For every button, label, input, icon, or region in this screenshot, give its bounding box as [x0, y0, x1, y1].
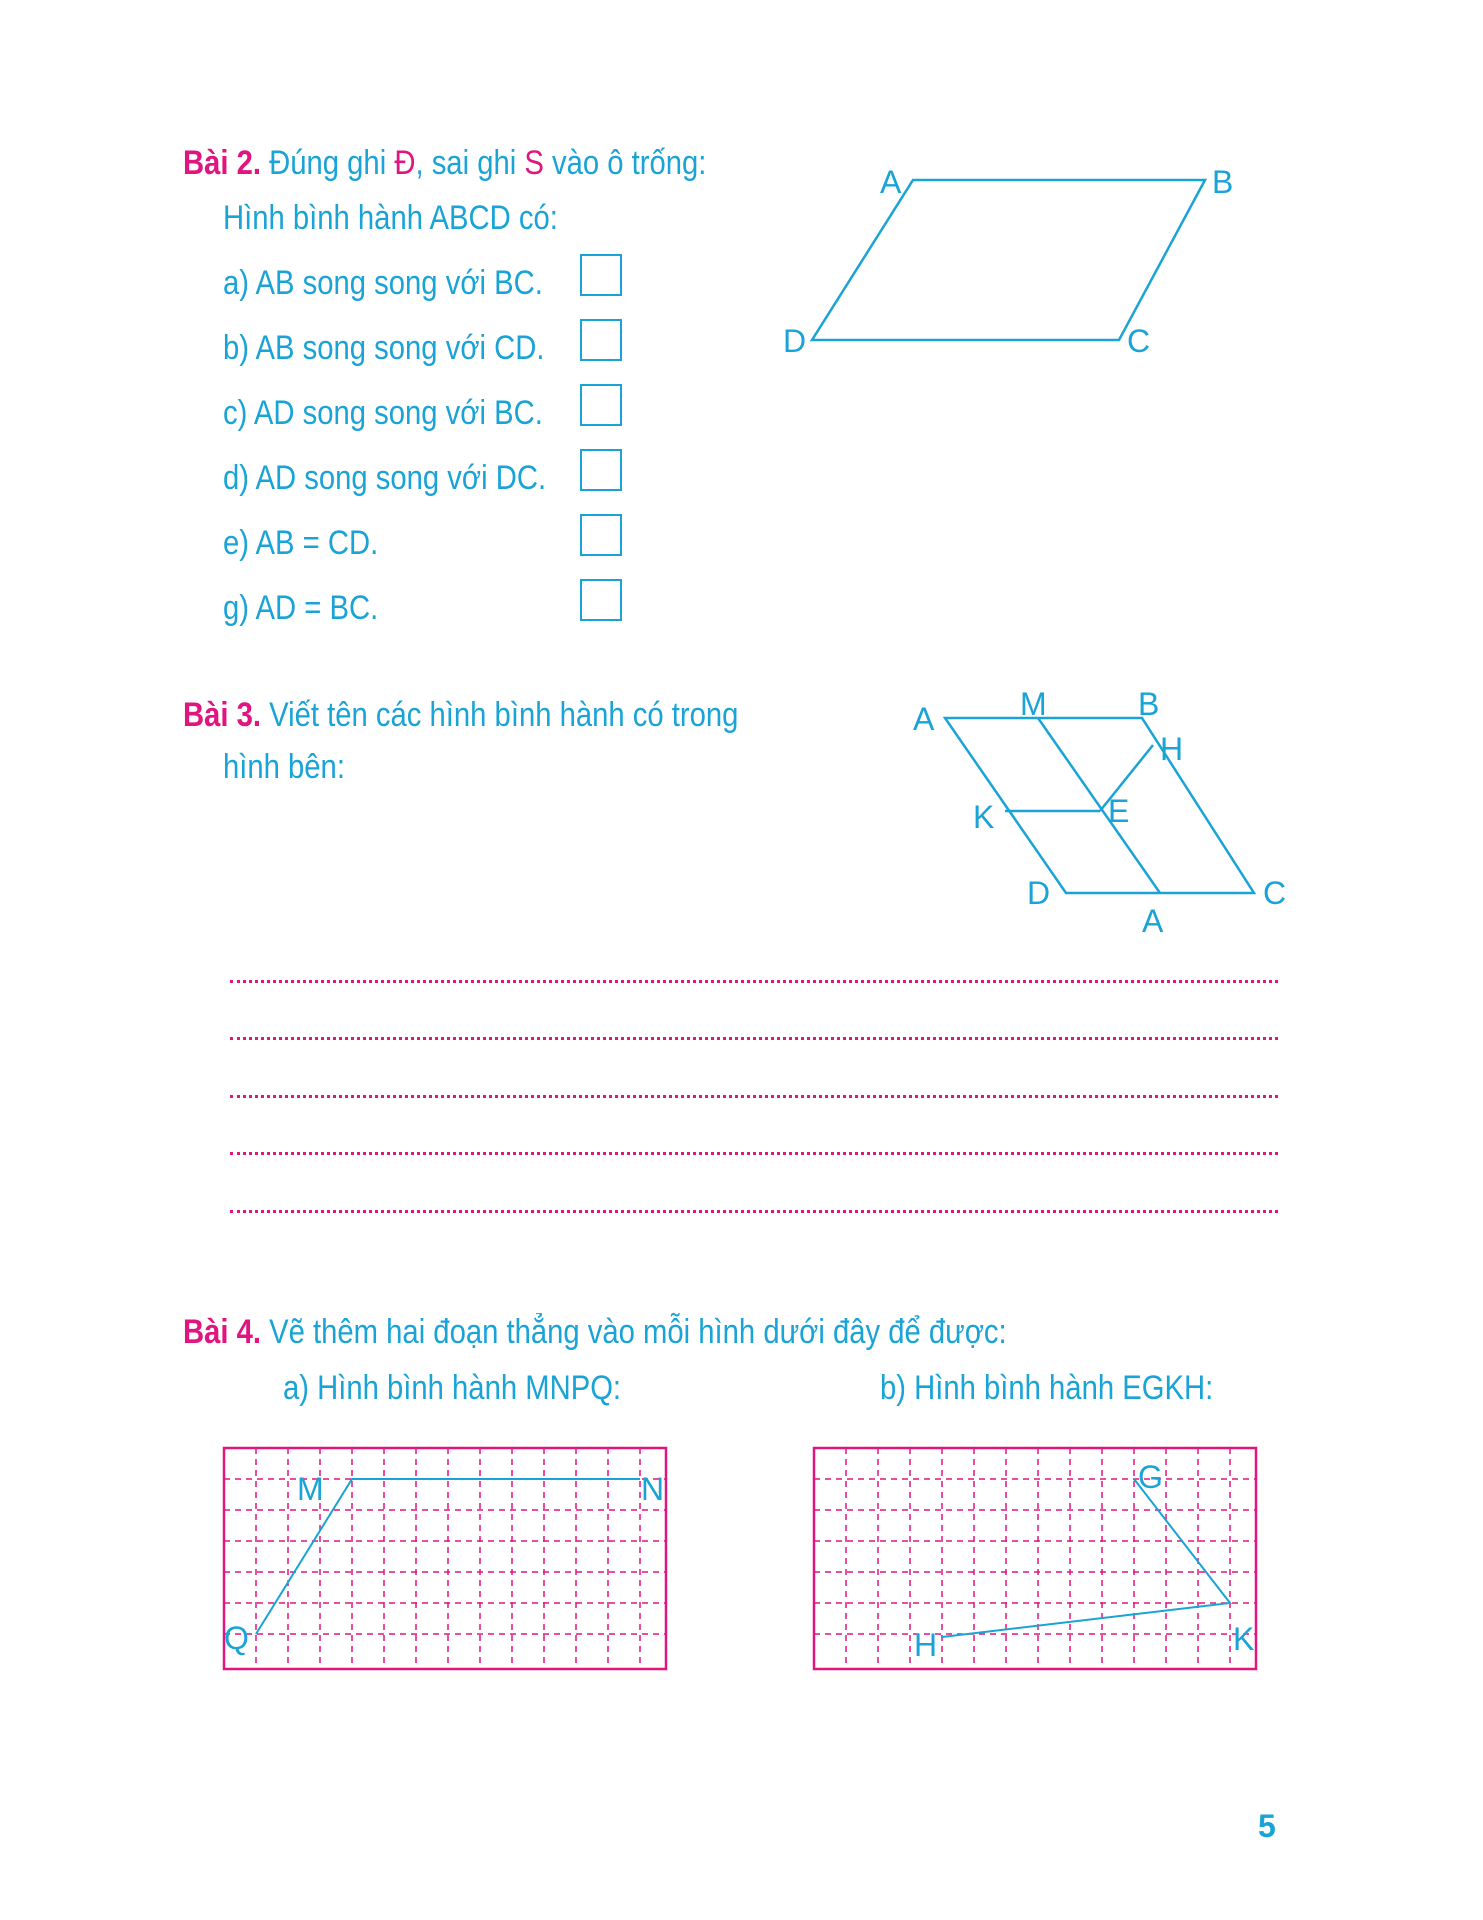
bai2-item-e: e) AB = CD. [223, 524, 379, 562]
label-bai3-d: D [1027, 875, 1051, 911]
bai4-part-b: b) Hình bình hành EGKH: [880, 1369, 1214, 1407]
grid-b[interactable] [814, 1448, 1256, 1669]
bai2-item-b: b) AB song song với CD. [223, 329, 545, 367]
bai2-item-g: g) AD = BC. [223, 589, 379, 627]
bai2-prompt-c: vào ô trống: [543, 144, 707, 182]
bai4-part-a: a) Hình bình hành MNPQ: [283, 1369, 622, 1407]
label-grid-a-m: M [297, 1471, 324, 1507]
label-grid-b-h: H [914, 1627, 938, 1663]
bai3-label: Bài 3. [183, 696, 262, 734]
parallelogram-abcd [783, 164, 1233, 359]
bai2-item-d: d) AD song song với DC. [223, 459, 547, 497]
bai2-label: Bài 2. [183, 144, 262, 182]
label-bai3-c: C [1263, 875, 1287, 911]
label-bai3-e: E [1108, 793, 1130, 829]
bai2-intro: Hình bình hành ABCD có: [223, 199, 558, 237]
bai2-prompt-b: , sai ghi [415, 144, 525, 182]
bai3-prompt: Viết tên các hình bình hành có trong [269, 696, 739, 734]
label-bai3-h: H [1160, 731, 1184, 767]
label-bai3-k: K [973, 799, 995, 835]
bai2-item-c: c) AD song song với BC. [223, 394, 543, 432]
bai4-prompt: Vẽ thêm hai đoạn thẳng vào mỗi hình dưới đây để được: [269, 1313, 1007, 1351]
label-bai3-m: M [1020, 686, 1047, 722]
bai2-s-letter: S [524, 144, 544, 182]
page-number: 5 [1258, 1808, 1276, 1844]
label-abcd-b: B [1212, 164, 1234, 200]
bai2-item-a: a) AB song song với BC. [223, 264, 543, 302]
label-bai3-a2: A [1142, 903, 1164, 939]
label-abcd-a: A [880, 164, 902, 200]
label-abcd-c: C [1127, 323, 1151, 359]
bai2-prompt-a: Đúng ghi [269, 144, 395, 182]
label-abcd-d: D [783, 323, 807, 359]
bai3-prompt-line2: hình bên: [223, 748, 345, 786]
label-grid-b-k: K [1233, 1621, 1255, 1657]
label-grid-a-n: N [641, 1471, 665, 1507]
grid-a[interactable] [224, 1448, 666, 1669]
label-grid-a-q: Q [224, 1620, 249, 1656]
bai4-label: Bài 4. [183, 1313, 262, 1351]
label-grid-b-g: G [1138, 1459, 1163, 1495]
label-bai3-a: A [913, 701, 935, 737]
label-bai3-b: B [1138, 686, 1160, 722]
bai2-d-letter: Đ [394, 144, 416, 182]
